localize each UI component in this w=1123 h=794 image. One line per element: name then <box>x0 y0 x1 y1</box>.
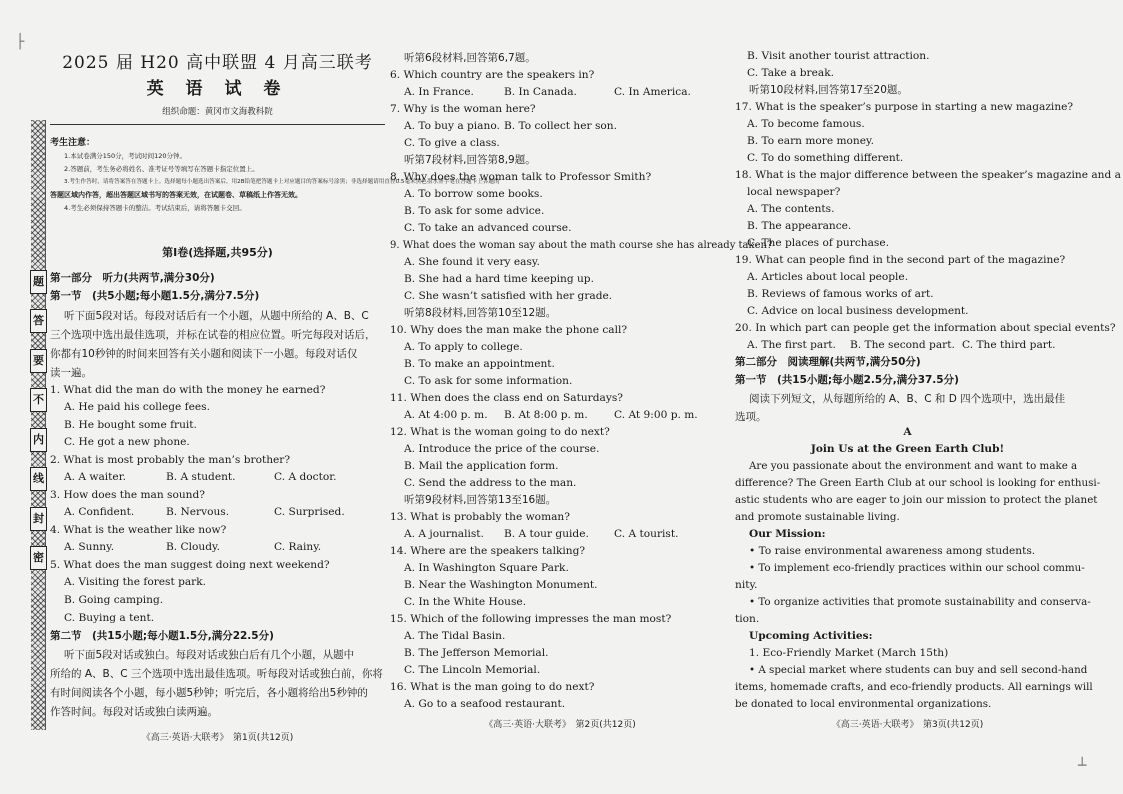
option: A. To apply to college. <box>404 341 523 353</box>
option: B. To collect her son. <box>504 120 617 132</box>
part2-heading: 第二部分 阅读理解(共两节,满分50分) <box>735 356 921 368</box>
option: B. Mail the application form. <box>404 460 559 472</box>
note-item: 答题区域内作答，超出答题区域书写的答案无效，在试题卷、草稿纸上作答无效。 <box>50 191 302 199</box>
option: A. The contents. <box>747 203 835 215</box>
question-stem: 17. What is the speaker’s purpose in starting a new magazine? <box>735 101 1074 113</box>
option: C. To take an advanced course. <box>404 222 572 234</box>
mission-item: • To implement eco-friendly practices within our school commu- <box>749 562 1085 574</box>
mission-item: tion. <box>735 613 760 625</box>
option: A. The first part. <box>747 339 836 351</box>
question-stem: 16. What is the man going to do next? <box>390 681 595 693</box>
seal-char: 密 <box>30 546 47 570</box>
note-item: 3.考生作答时，请将答案答在答题卡上。选择题每小题选出答案后，用2B铅笔把答题卡上对应题目的答案标号涂黑；非选择题请用直径0.5毫米黑色墨水签字笔在答题卡上各题的 <box>64 179 500 185</box>
material-note: 听第10段材料,回答第17至20题。 <box>749 84 908 96</box>
passage-line: difference? The Green Earth Club at our school is looking for enthusi- <box>735 477 1101 489</box>
option: C. Buying a tent. <box>64 612 155 624</box>
question-stem: 20. In which part can people get the information about special events? <box>735 322 1116 334</box>
question-stem: 11. When does the class end on Saturdays? <box>390 392 623 404</box>
question-stem: 12. What is the woman going to do next? <box>390 426 610 438</box>
question-stem: 4. What is the weather like now? <box>50 524 227 536</box>
question-stem: 10. Why does the man make the phone call? <box>390 324 628 336</box>
options-row <box>390 526 730 543</box>
option: C. Surprised. <box>274 506 345 518</box>
option: B. He bought some fruit. <box>64 419 197 431</box>
question-stem: 7. Why is the woman here? <box>390 103 536 115</box>
option: B. To make an appointment. <box>404 358 555 370</box>
organizer: 组织命题：黄冈市文海教科院 <box>162 107 273 117</box>
note-item: 2.答题前，考生务必将姓名、准考证号等填写在答题卡指定位置上。 <box>64 165 259 173</box>
page-footer: 《高三·英语·大联考》 第2页(共12页) <box>484 720 636 730</box>
option: B. Reviews of famous works of art. <box>747 288 934 300</box>
option: B. Visit another tourist attraction. <box>747 50 930 62</box>
option: A. She found it very easy. <box>404 256 540 268</box>
column-3 <box>735 0 1121 794</box>
part1-heading: 第一部分 听力(共两节,满分30分) <box>50 272 215 284</box>
seal-char: 线 <box>30 467 47 491</box>
seal-line-warning <box>30 270 47 570</box>
mission-item: nity. <box>735 579 758 591</box>
reading-section1-heading: 第一节 (共15小题;每小题2.5分,满分37.5分) <box>735 374 959 386</box>
question-stem: 19. What can people find in the second part of the magazine? <box>735 254 1066 266</box>
material-note: 听第6段材料,回答第6,7题。 <box>404 52 536 64</box>
option: B. Cloudy. <box>166 541 220 553</box>
options-row <box>735 337 1080 354</box>
note-item: 1.本试卷满分150分，考试时间120分钟。 <box>64 152 187 160</box>
passage-line: Are you passionate about the environment and want to make a <box>749 460 1078 472</box>
question-stem: 3. How does the man sound? <box>50 489 205 501</box>
section2-heading: 第二节 (共15小题;每小题1.5分,满分22.5分) <box>50 630 274 642</box>
exam-title: 2025 届 H20 高中联盟 4 月高三联考 <box>62 53 373 73</box>
option: C. The places of purchase. <box>747 237 889 249</box>
exam-subtitle: 英 语 试 卷 <box>146 79 289 99</box>
option: B. At 8:00 p. m. <box>504 409 588 421</box>
options-row <box>390 407 730 424</box>
upcoming-heading: Upcoming Activities: <box>749 630 873 642</box>
directions-line: 选项。 <box>735 411 767 423</box>
crop-mark: ├ <box>16 34 25 50</box>
option: A. To buy a piano. <box>404 120 500 132</box>
passage-line: astic students who are eager to join our mission to protect the planet <box>735 494 1098 506</box>
volume-heading: 第Ⅰ卷(选择题,共95分) <box>162 246 273 259</box>
option: B. A student. <box>166 471 236 483</box>
directions-line: 所给的 A、B、C 三个选项中选出最佳选项。听每段对话或独白前，你将 <box>50 668 383 680</box>
section1-heading: 第一节 (共5小题;每小题1.5分,满分7.5分) <box>50 290 260 302</box>
directions-line: 三个选项中选出最佳选项，并标在试卷的相应位置。听完每段对话后， <box>50 329 376 341</box>
seal-char: 答 <box>30 309 47 333</box>
crop-mark: ┴ <box>1078 758 1087 774</box>
option: C. A tourist. <box>614 528 679 540</box>
option: C. Take a break. <box>747 67 834 79</box>
option: B. A tour guide. <box>504 528 589 540</box>
seal-char: 封 <box>30 507 47 531</box>
seal-char: 内 <box>30 428 47 452</box>
option: A. Introduce the price of the course. <box>404 443 600 455</box>
option: C. At 9:00 p. m. <box>614 409 698 421</box>
option: A. A waiter. <box>64 471 126 483</box>
question-stem: 18. What is the major difference between the speaker’s magazine and a <box>735 169 1121 181</box>
options-row <box>390 84 730 101</box>
mission-heading: Our Mission: <box>749 528 826 540</box>
seal-char: 要 <box>30 349 47 373</box>
options-row <box>390 118 730 135</box>
directions-line: 有时间阅读各个小题，每小题5秒钟；听完后，各小题将给出5秒钟的 <box>50 687 368 699</box>
question-stem: 13. What is probably the woman? <box>390 511 570 523</box>
question-stem: 5. What does the man suggest doing next weekend? <box>50 559 330 571</box>
notes-heading: 考生注意： <box>50 138 96 148</box>
option: C. In America. <box>614 86 691 98</box>
option: C. To do something different. <box>747 152 904 164</box>
question-stem: 2. What is most probably the man’s brother? <box>50 454 291 466</box>
option: B. To earn more money. <box>747 135 874 147</box>
option: A. In France. <box>404 86 474 98</box>
option: B. To ask for some advice. <box>404 205 545 217</box>
option: A. Visiting the forest park. <box>64 576 207 588</box>
question-stem: 6. Which country are the speakers in? <box>390 69 595 81</box>
activity-line: be donated to local environmental organizations. <box>735 698 992 710</box>
material-note: 听第7段材料,回答第8,9题。 <box>404 154 536 166</box>
question-stem-cont: local newspaper? <box>747 186 841 198</box>
question-stem: 14. Where are the speakers talking? <box>390 545 586 557</box>
material-note: 听第8段材料,回答第10至12题。 <box>404 307 557 319</box>
option: B. Going camping. <box>64 594 164 606</box>
question-stem: 9. What does the woman say about the math course she has already taken? <box>390 240 773 251</box>
option: C. She wasn’t satisfied with her grade. <box>404 290 613 302</box>
page-footer: 《高三·英语·大联考》 第3页(共12页) <box>831 720 984 730</box>
question-stem: 15. Which of the following impresses the man most? <box>390 613 672 625</box>
seal-char: 不 <box>30 388 47 412</box>
question-stem: 8. Why does the woman talk to Professor Smith? <box>390 171 652 183</box>
question-stem: 1. What did the man do with the money he earned? <box>50 384 326 396</box>
option: C. A doctor. <box>274 471 337 483</box>
option: B. In Canada. <box>504 86 577 98</box>
option: B. She had a hard time keeping up. <box>404 273 594 285</box>
option: C. The Lincoln Memorial. <box>404 664 541 676</box>
activity-line: • A special market where students can buy and sell second-hand <box>749 664 1088 676</box>
option: C. Send the address to the man. <box>404 477 577 489</box>
mission-item: • To organize activities that promote sustainability and conserva- <box>749 596 1091 608</box>
option: A. He paid his college fees. <box>64 401 210 413</box>
seal-char: 题 <box>30 270 47 294</box>
options-row <box>50 504 385 521</box>
option: C. Rainy. <box>274 541 322 553</box>
directions-line: 读一遍。 <box>50 367 92 379</box>
option: A. Sunny. <box>64 541 115 553</box>
option: A. Go to a seafood restaurant. <box>404 698 566 710</box>
option: B. The appearance. <box>747 220 852 232</box>
activity-heading: 1. Eco-Friendly Market (March 15th) <box>749 647 949 659</box>
options-row <box>50 539 385 556</box>
passage-title: Join Us at the Green Earth Club! <box>810 443 1005 455</box>
option: C. In the White House. <box>404 596 527 608</box>
directions-line: 阅读下列短文，从每题所给的 A、B、C 和 D 四个选项中，选出最佳 <box>749 393 1066 405</box>
option: C. The third part. <box>962 339 1056 351</box>
option: A. Articles about local people. <box>747 271 909 283</box>
option: B. Near the Washington Monument. <box>404 579 598 591</box>
passage-letter: A <box>903 426 912 438</box>
note-item: 4.考生必须保持答题卡的整洁。考试结束后，请将答题卡交回。 <box>64 204 246 212</box>
option: A. At 4:00 p. m. <box>404 409 488 421</box>
option: A. To become famous. <box>747 118 865 130</box>
divider <box>50 124 385 125</box>
options-row <box>50 469 385 486</box>
option: B. Nervous. <box>166 506 230 518</box>
passage-line: and promote sustainable living. <box>735 511 900 523</box>
option: B. The Jefferson Memorial. <box>404 647 549 659</box>
option: A. A journalist. <box>404 528 484 540</box>
mission-item: • To raise environmental awareness among students. <box>749 545 1036 557</box>
option: A. To borrow some books. <box>404 188 543 200</box>
activity-line: items, homemade crafts, and eco-friendly products. All earnings will <box>735 681 1093 693</box>
directions-line: 你都有10秒钟的时间来回答有关小题和阅读下一小题。每段对话仅 <box>50 348 358 360</box>
option: C. To ask for some information. <box>404 375 573 387</box>
option: B. The second part. <box>850 339 955 351</box>
page-footer: 《高三·英语·大联考》 第1页(共12页) <box>141 733 294 743</box>
directions-line: 听下面5段对话。每段对话后有一个小题，从题中所给的 A、B、C <box>64 310 369 322</box>
option: C. He got a new phone. <box>64 436 190 448</box>
option: A. Confident. <box>64 506 135 518</box>
option: A. The Tidal Basin. <box>404 630 506 642</box>
directions-line: 听下面5段对话或独白。每段对话或独白后有几个小题，从题中 <box>64 649 355 661</box>
option: A. In Washington Square Park. <box>404 562 569 574</box>
option: C. Advice on local business development. <box>747 305 969 317</box>
material-note: 听第9段材料,回答第13至16题。 <box>404 494 557 506</box>
directions-line: 作答时间。每段对话或独白读两遍。 <box>50 706 218 718</box>
option: C. To give a class. <box>404 137 500 149</box>
